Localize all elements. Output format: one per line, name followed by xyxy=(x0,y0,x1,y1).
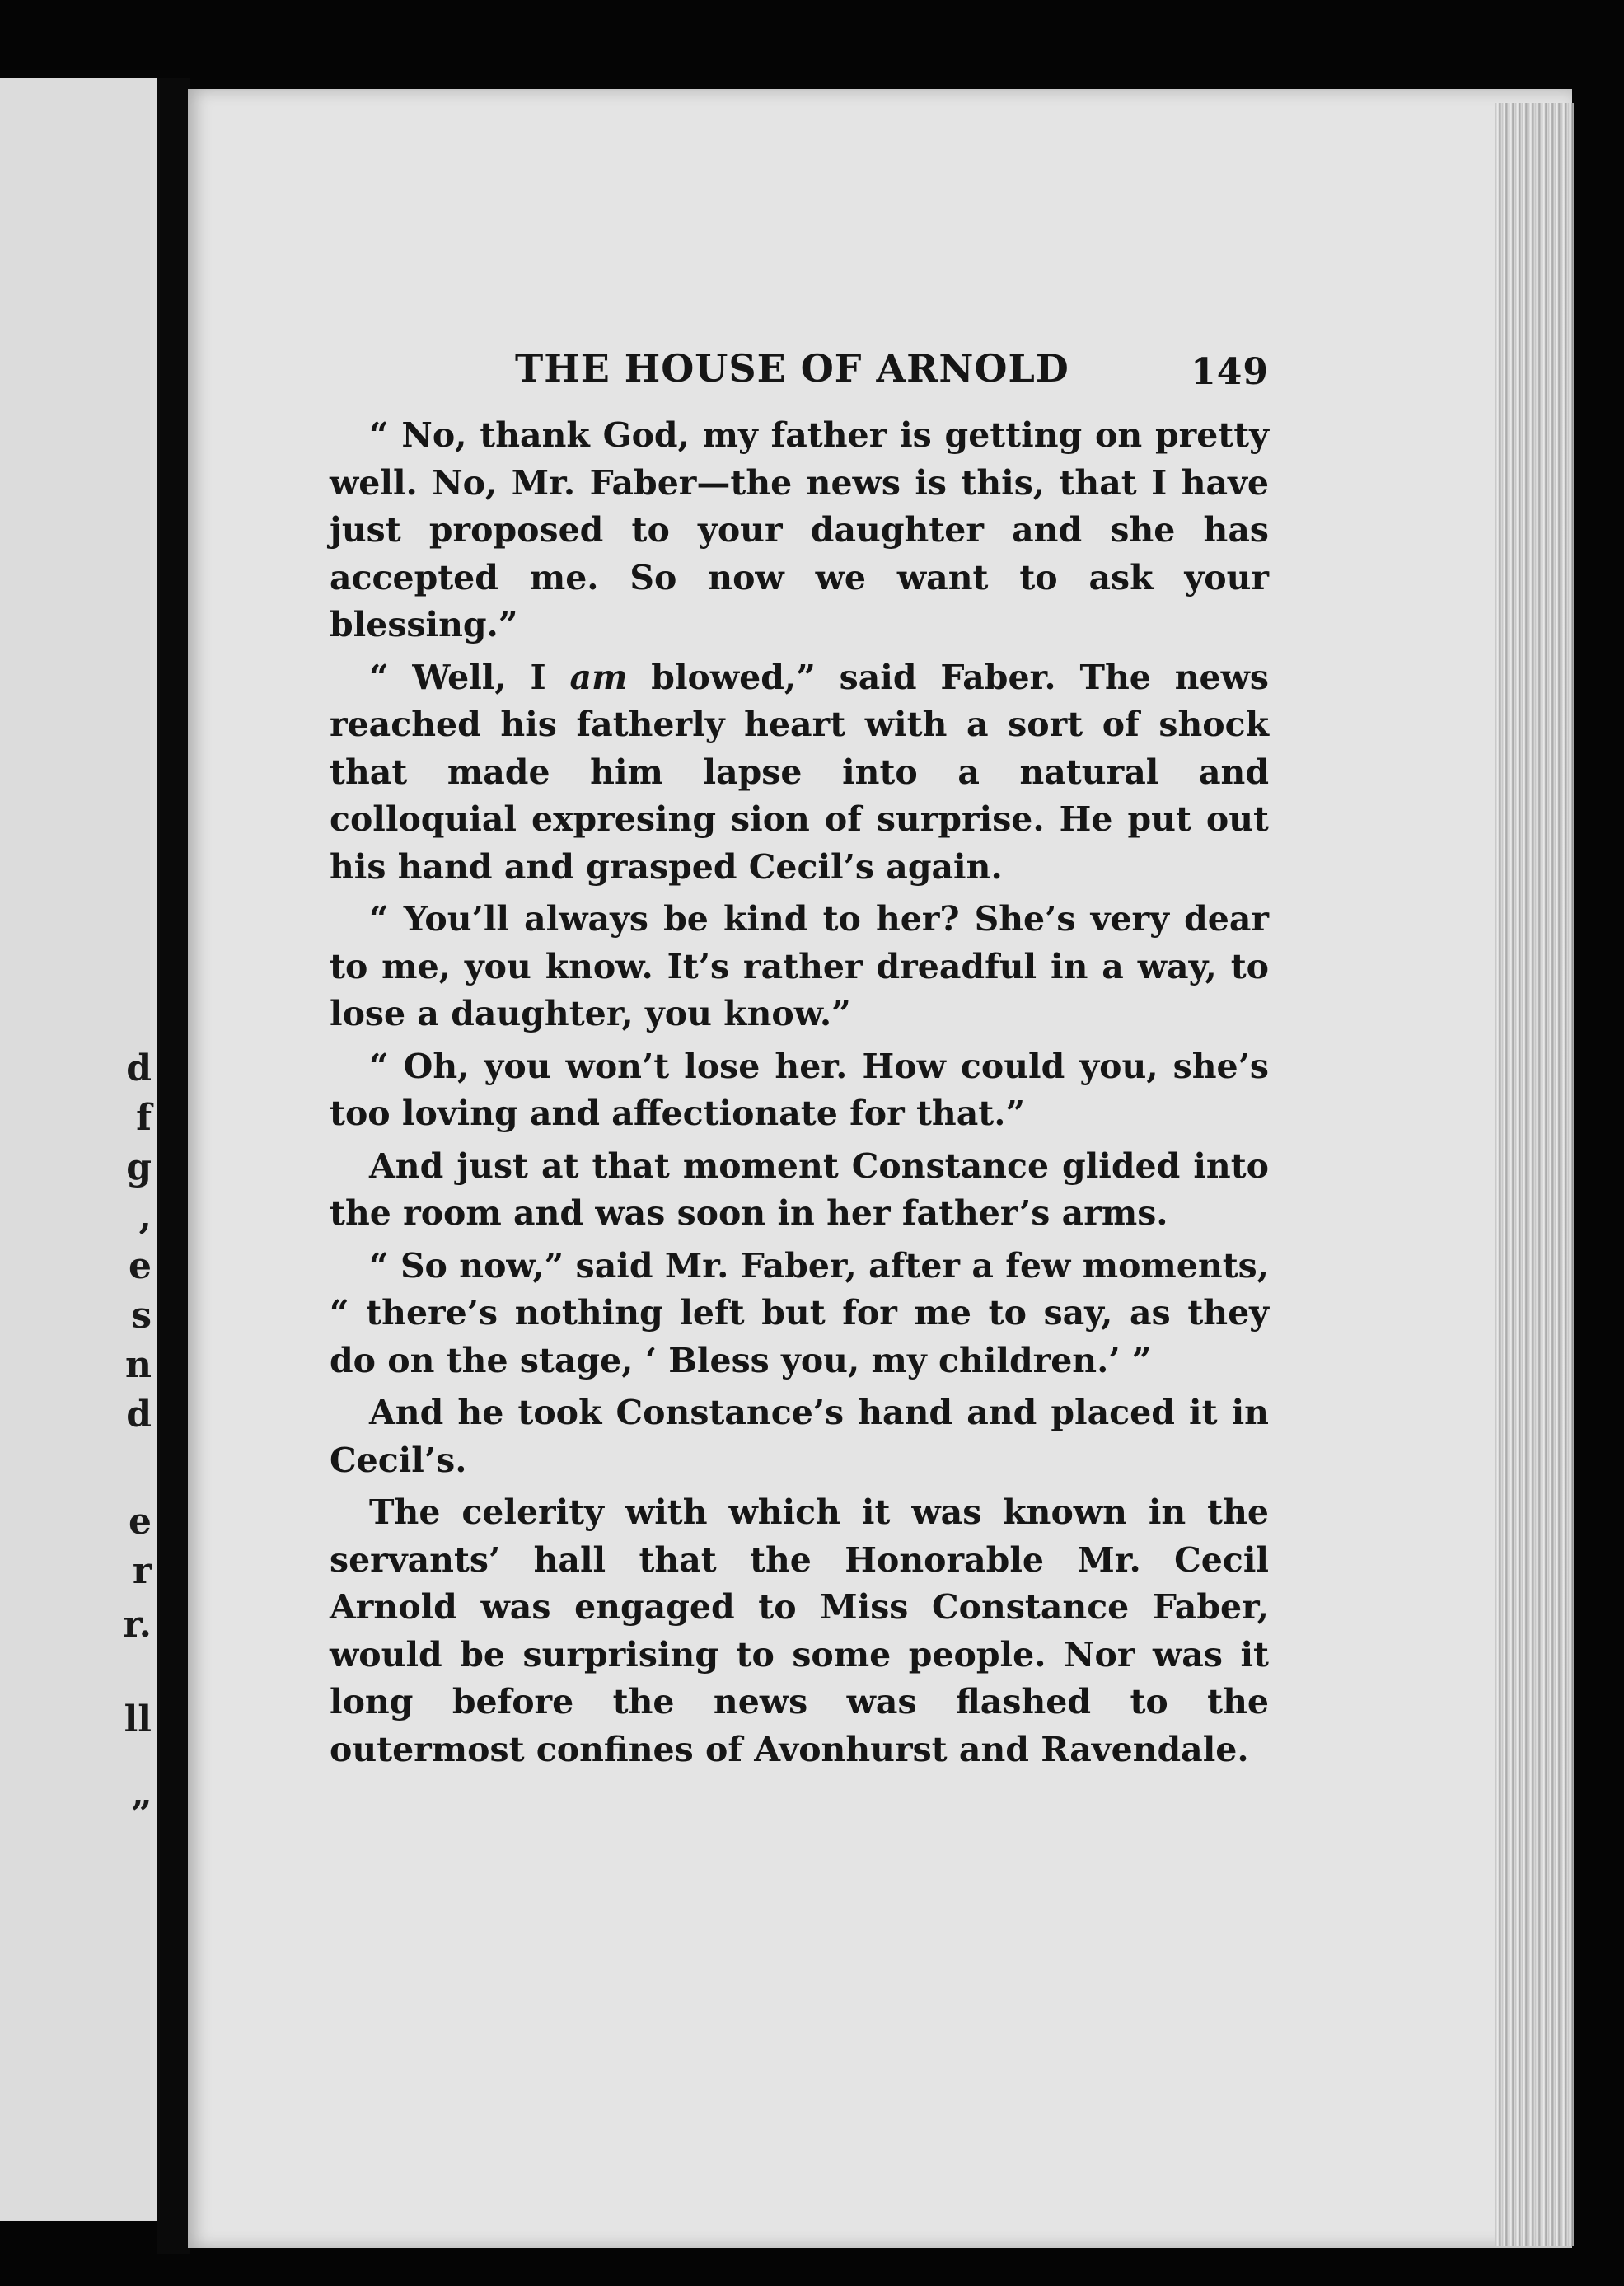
left-page-fragment: d xyxy=(126,1394,152,1436)
left-page-fragment: f xyxy=(136,1097,152,1139)
running-head xyxy=(330,346,1269,412)
left-page-fragment: ll xyxy=(124,1698,152,1740)
left-page-fragment: e xyxy=(129,1245,152,1287)
paragraph: The celerity with which it was known in the servants’ hall that the Honorable Mr. Cecil Arnold was engaged to Miss Constance Faber, would be surprising to some people. Nor was it long before the news was flashed to the outermost confines of Avonhurst and Ravendale. xyxy=(330,1492,1269,1769)
paragraph xyxy=(330,654,1269,892)
running-title: THE HOUSE OF ARNOLD xyxy=(515,346,1069,391)
left-page-fragment: n xyxy=(125,1344,152,1386)
left-page-fragment: , xyxy=(138,1196,152,1238)
book-gutter xyxy=(157,78,190,2254)
page-number: 149 xyxy=(1191,351,1269,393)
page-stack-edge xyxy=(1495,103,1574,2246)
paragraph: “ No, thank God, my father is getting on pretty well. No, Mr. Faber—the news is this, that I have just proposed to your daughter and she has accepted me. So now we want to ask your blessing.” xyxy=(330,415,1269,644)
left-page-fragment: s xyxy=(131,1295,152,1337)
left-page-fragment: ” xyxy=(130,1793,152,1835)
paragraph-text: “ Well, I xyxy=(369,657,570,697)
left-page-fragment: d xyxy=(126,1047,152,1089)
paragraph: “ So now,” said Mr. Faber, after a few moments, “ there’s nothing left but for me to say, as they do on the stage, ‘ Bless you, my children.’ ” xyxy=(330,1245,1269,1380)
page-text xyxy=(330,346,1269,1773)
left-page-fragment: g xyxy=(126,1146,152,1188)
previous-page-edge xyxy=(0,78,161,2221)
paragraph: And he took Constance’s hand and placed it in Cecil’s. xyxy=(330,1393,1269,1480)
left-page-fragment: r xyxy=(132,1550,152,1592)
left-page-fragment: e xyxy=(129,1501,152,1543)
paragraph-text: blowed,” said Faber. The news reached his fatherly heart with a sort of shock that made him lapse into a natural and colloquial expresing sion of surprise. He put out his hand and grasped Cecil’s again. xyxy=(330,657,1270,887)
paragraph: “ You’ll always be kind to her? She’s very dear to me, you know. It’s rather dreadful in a way, to lose a daughter, you know.” xyxy=(330,899,1269,1033)
paragraph: And just at that moment Constance glided into the room and was soon in her father’s arms. xyxy=(330,1145,1269,1233)
emphasized-word: am xyxy=(569,657,628,697)
paragraph: “ Oh, you won’t lose her. How could you, she’s too loving and affectionate for that.” xyxy=(330,1046,1269,1133)
left-page-fragment: r. xyxy=(123,1604,152,1646)
